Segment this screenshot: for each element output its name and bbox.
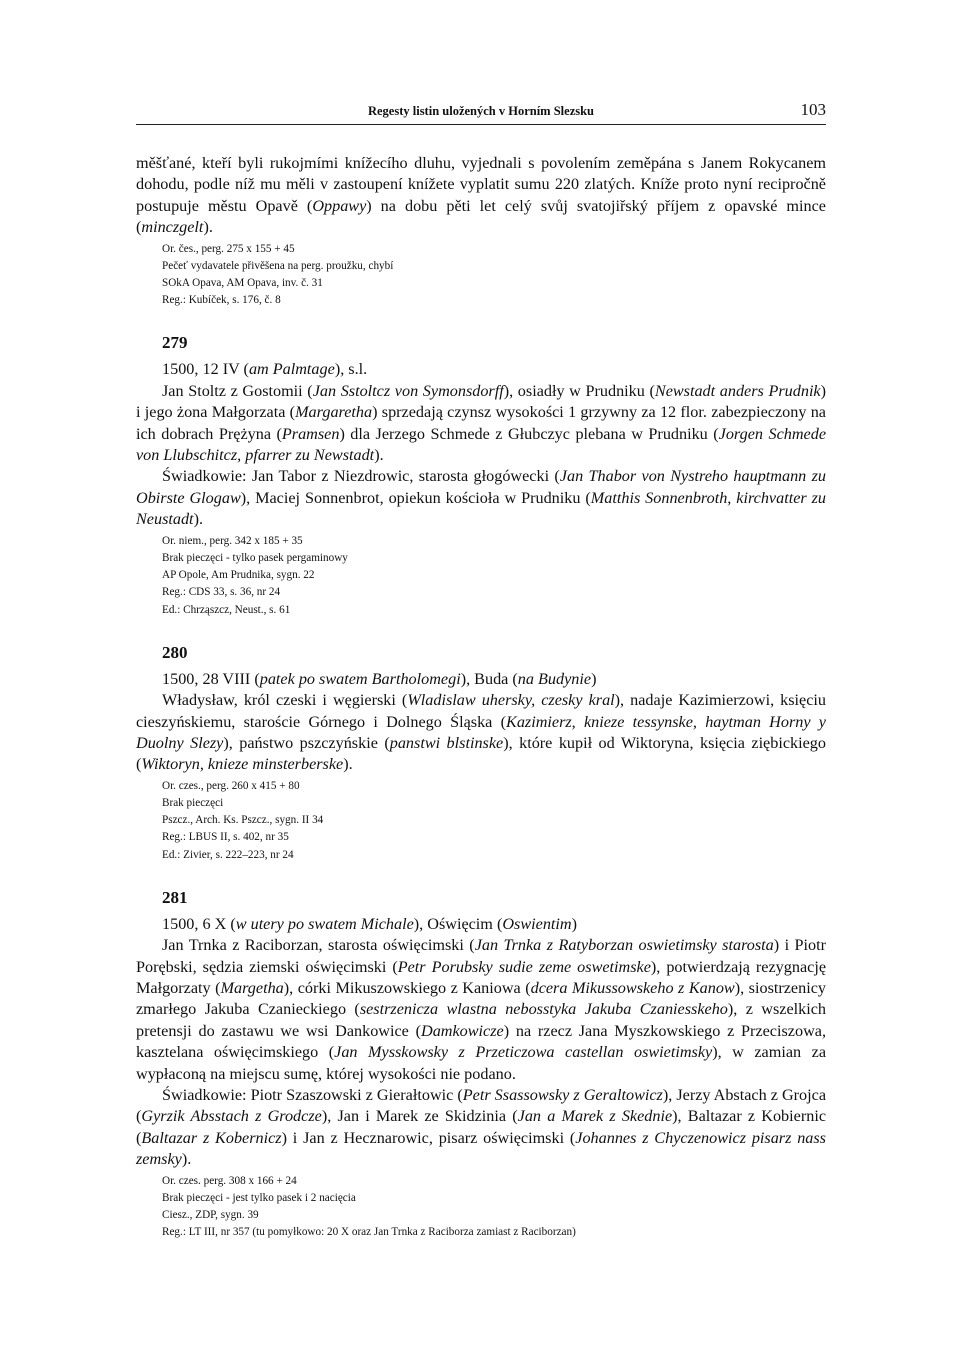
metadata-line: Or. czes., perg. 260 x 415 + 80 bbox=[162, 779, 300, 792]
text-segment: Jan Stoltz z Gostomii ( bbox=[162, 381, 313, 400]
intro-metadata bbox=[162, 241, 826, 310]
entry-number: 281 bbox=[162, 887, 188, 907]
metadata-line: Pečeť vydavatele přivěšena na perg. proužku, chybí bbox=[162, 259, 394, 272]
entry-281 bbox=[136, 888, 826, 1242]
text-segment: ), osiadły w Prudniku ( bbox=[503, 381, 655, 400]
text-segment: ), Jan i Marek ze Skidzinia ( bbox=[321, 1107, 518, 1126]
text-segment: ) i Jan z Hecznarowic, pisarz oświęcimski ( bbox=[281, 1128, 576, 1147]
metadata-line: Reg.: CDS 33, s. 36, nr 24 bbox=[162, 586, 281, 599]
metadata-line: Brak pieczęci bbox=[162, 796, 224, 809]
text-segment: ) na rzecz Jana Myszkowskiego z Przeciszowa, kasztelana oświęcimskiego ( bbox=[136, 1021, 826, 1062]
entry-paragraph bbox=[136, 690, 826, 776]
entry-witnesses bbox=[136, 1085, 826, 1171]
text-segment: ). bbox=[343, 755, 353, 774]
text-segment: ) bbox=[571, 914, 577, 933]
text-segment: ) dla Jerzego Schmede z Głubczyc plebana w Prudniku ( bbox=[339, 424, 719, 443]
text-segment: ), Jerzy Abstach z Grojca ( bbox=[136, 1086, 827, 1126]
italic-segment: patek po swatem Bartholomegi bbox=[259, 669, 461, 688]
page-number: 103 bbox=[800, 100, 826, 119]
text-segment: ). bbox=[203, 218, 213, 237]
italic-segment: Wladislaw uhersky, czesky kral bbox=[407, 691, 615, 710]
italic-segment: Johannes z Chyczenowicz pisarz nass zemsky bbox=[136, 1128, 826, 1169]
intro-paragraph bbox=[136, 153, 826, 239]
text-segment: ), z wszelkich pretensji do zastawu we wsi Dankowice ( bbox=[136, 1000, 827, 1040]
document-page bbox=[136, 100, 826, 1241]
metadata-line: Ed.: Zivier, s. 222–223, nr 24 bbox=[162, 848, 294, 861]
text-segment: Świadkowie: Piotr Szaszowski z Gierałtowic ( bbox=[162, 1086, 463, 1104]
entry-metadata bbox=[162, 778, 826, 864]
italic-segment: Jan Sstoltcz von Symonsdorff bbox=[312, 381, 504, 400]
italic-segment: Margetha bbox=[220, 978, 284, 997]
text-segment: ), nadaje Kazimierzowi, księciu cieszyńskiemu, staroście Górnego i Dolnego Śląska ( bbox=[136, 691, 827, 731]
italic-segment: Jan Thabor von Nystreho hauptmann zu Obirste Glogaw bbox=[136, 467, 826, 507]
entry-280 bbox=[136, 643, 826, 864]
text-segment: ), Maciej Sonnenbrot, opiekun kościoła w Prudniku ( bbox=[240, 488, 591, 507]
entry-metadata bbox=[162, 533, 826, 619]
entry-date bbox=[136, 669, 826, 690]
metadata-line: Reg.: Kubíček, s. 176, č. 8 bbox=[162, 294, 281, 307]
metadata-line: Or. čes., perg. 275 x 155 + 45 bbox=[162, 242, 295, 255]
italic-segment: Baltazar z Kobernicz bbox=[141, 1128, 282, 1147]
metadata-line: Brak pieczęci - jest tylko pasek i 2 nacięcia bbox=[162, 1191, 356, 1204]
italic-segment: Jan Mysskowsky z Przeticzowa castellan oswietimsky bbox=[334, 1043, 713, 1062]
italic-segment: Oppawy bbox=[312, 196, 367, 215]
italic-segment: dcera Mikussowskeho z Kanow bbox=[530, 978, 735, 997]
metadata-line: Brak pieczęci - tylko pasek pergaminowy bbox=[162, 551, 348, 564]
entry-number: 280 bbox=[162, 642, 188, 662]
metadata-line: Reg.: LBUS II, s. 402, nr 35 bbox=[162, 831, 289, 844]
italic-segment: sestrzenicza wlastna nebosstyka Jakuba Czaniesskeho bbox=[359, 1000, 728, 1019]
italic-segment: panstwi blstinske bbox=[389, 733, 504, 752]
entry-paragraph bbox=[136, 935, 826, 1085]
text-segment: ), Baltazar z Kobiernic ( bbox=[136, 1107, 826, 1147]
italic-segment: Jan Trnka z Ratyborzan oswietimsky starosta bbox=[474, 936, 774, 955]
text-segment: 1500, 12 IV ( bbox=[162, 360, 249, 379]
intro-entry bbox=[136, 153, 826, 309]
text-segment: Świadkowie: Jan Tabor z Niezdrowic, starosta głogówecki ( bbox=[162, 467, 560, 486]
text-segment: ), w zamian za wypłaconą na miejscu sumę, której wysokości nie podano. bbox=[136, 1043, 826, 1083]
entry-paragraph bbox=[136, 381, 826, 467]
italic-segment: Damkowicze bbox=[421, 1021, 504, 1040]
entry-279 bbox=[136, 333, 826, 618]
text-segment: ). bbox=[193, 510, 203, 529]
italic-segment: Margaretha bbox=[295, 403, 373, 422]
italic-segment: Matthis Sonnenbroth, kirchvatter zu Neustadt bbox=[136, 488, 826, 529]
italic-segment: w utery po swatem Michale bbox=[235, 914, 414, 933]
italic-segment: Petr Porubsky sudie zeme oswetimske bbox=[397, 957, 651, 976]
text-segment: ) sprzedają czynsz wysokości 1 grzywny za 12 flor. zabezpieczony na ich dobrach Prężyna ( bbox=[136, 403, 826, 443]
running-header bbox=[136, 100, 826, 125]
italic-segment: minczgelt bbox=[141, 218, 204, 237]
italic-segment: Kazimierz, knieze tessynske, haytman Horny y Duolny Slezy bbox=[136, 712, 826, 752]
text-segment: ) i jego żona Małgorzata ( bbox=[136, 381, 827, 422]
entry-number: 279 bbox=[162, 333, 188, 353]
text-segment: ) i Piotr Porębski, sędzia ziemski oświęcimski ( bbox=[136, 936, 827, 976]
metadata-line: Ciesz., ZDP, sygn. 39 bbox=[162, 1209, 259, 1222]
text-segment: ). bbox=[374, 446, 384, 465]
italic-segment: na Budynie bbox=[517, 669, 592, 688]
italic-segment: Jorgen Schmede von Llubschitcz, pfarrer zu Newstadt bbox=[136, 424, 827, 465]
metadata-line: Or. niem., perg. 342 x 185 + 35 bbox=[162, 534, 303, 547]
text-segment: ), państwo pszczyńskie ( bbox=[223, 733, 390, 752]
text-segment: ), Buda ( bbox=[460, 669, 518, 688]
metadata-line: Ed.: Chrząszcz, Neust., s. 61 bbox=[162, 603, 291, 616]
metadata-line: SOkA Opava, AM Opava, inv. č. 31 bbox=[162, 277, 323, 290]
metadata-line: Pszcz., Arch. Ks. Pszcz., sygn. II 34 bbox=[162, 814, 324, 827]
italic-segment: Wiktoryn, knieze minsterberske bbox=[141, 755, 344, 774]
text-segment: ), córki Mikuszowskiego z Kaniowa ( bbox=[283, 978, 531, 997]
italic-segment: Petr Ssassowsky z Geraltowicz bbox=[462, 1086, 663, 1104]
text-segment: ) bbox=[591, 669, 597, 688]
text-segment: 1500, 28 VIII ( bbox=[162, 669, 260, 688]
entry-date bbox=[136, 359, 826, 380]
italic-segment: Jan a Marek z Skednie bbox=[517, 1107, 673, 1126]
italic-segment: Pramsen bbox=[281, 424, 340, 443]
entry-date bbox=[136, 914, 826, 935]
italic-segment: am Palmtage bbox=[248, 360, 335, 379]
text-segment: ), które kupił od Wiktoryna, księcia ziębickiego ( bbox=[136, 733, 826, 774]
entry-witnesses bbox=[136, 466, 826, 530]
entry-metadata bbox=[162, 1173, 826, 1242]
text-segment: ) na dobu pěti let celý svůj svatojiřský příjem z opavské mince ( bbox=[136, 196, 826, 237]
text-segment: ), s.l. bbox=[334, 360, 368, 379]
text-segment: ). bbox=[181, 1150, 192, 1169]
header-title: Regesty listin uložených v Horním Slezsku bbox=[367, 104, 595, 118]
italic-segment: Oswientim bbox=[502, 914, 572, 933]
document-body bbox=[136, 153, 826, 1241]
metadata-line: Reg.: LT III, nr 357 (tu pomyłkowo: 20 X oraz Jan Trnka z Raciborza zamiast z Raciborzan) bbox=[162, 1226, 576, 1239]
text-segment: měšťané, kteří byli rukojmími knížecího dluhu, vyjednali s povolením zeměpána s Janem Rokycanem dohodu, podle níž mu měli v zastoupení knížete vyplatit sumu 220 zlatých. Kníže proto nyní recipročně postupuje městu Opavě ( bbox=[136, 154, 826, 215]
text-segment: ), potwierdzają rezygnację Małgorzaty ( bbox=[136, 957, 827, 997]
metadata-line: AP Opole, Am Prudnika, sygn. 22 bbox=[162, 569, 315, 582]
text-segment: Jan Trnka z Raciborzan, starosta oświęcimski ( bbox=[162, 936, 475, 955]
text-segment: 1500, 6 X ( bbox=[162, 914, 236, 933]
text-segment: ), Oświęcim ( bbox=[413, 914, 503, 933]
italic-segment: Newstadt anders Prudnik bbox=[654, 381, 821, 400]
text-segment: ), siostrzenicy zmarłego Jakuba Czanieckiego ( bbox=[136, 978, 826, 1019]
italic-segment: Gyrzik Absstach z Grodcze bbox=[141, 1107, 322, 1126]
metadata-line: Or. czes. perg. 308 x 166 + 24 bbox=[162, 1174, 297, 1187]
text-segment: Władysław, król czeski i węgierski ( bbox=[162, 691, 408, 710]
